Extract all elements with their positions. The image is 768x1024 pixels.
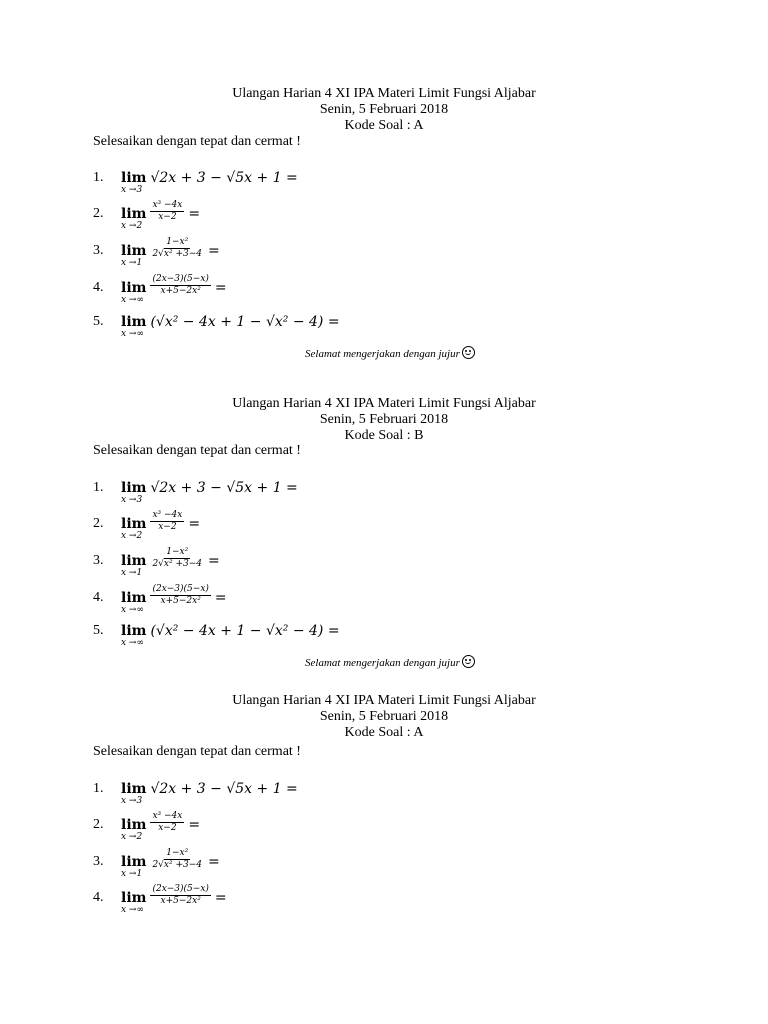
limit-operator: lim x →∞ <box>121 314 147 339</box>
limit-expression: √2x + 3 − √5x + 1 = <box>150 170 298 186</box>
limit-operator: lim x →1 <box>121 854 147 879</box>
instruction: Selesaikan dengan tepat dan cermat ! <box>93 134 301 149</box>
exam-title: Ulangan Harian 4 XI IPA Materi Limit Fungsi Aljabar <box>232 693 536 708</box>
question-number: 1. <box>93 170 104 185</box>
question-number: 1. <box>93 781 104 796</box>
question-math: lim x →1 $\frac{\text{1−x²}}{\text{2√x² +3−4}}$ = <box>121 848 220 879</box>
question-math: lim x →2 $\frac{\text{x³ −4x}}{x-2}$ = <box>121 510 201 541</box>
fraction: $\frac{(2x-3)(5-x)}{\text{x+5−2x²}}$ <box>152 884 209 906</box>
fraction: $\frac{\text{1−x²}}{\text{2√x² +3−4}}$ <box>152 237 202 259</box>
smiley-icon <box>462 655 475 668</box>
question-number: 4. <box>93 280 104 295</box>
question-math <box>121 480 298 505</box>
exam-date: Senin, 5 Februari 2018 <box>319 102 449 117</box>
smiley-icon <box>462 346 475 359</box>
fraction: $\frac{\text{x³ −4x}}{x-2}$ <box>152 200 183 222</box>
question-number: 2. <box>93 817 104 832</box>
question-math <box>121 170 298 195</box>
question-number: 2. <box>93 206 104 221</box>
limit-operator: lim x →∞ <box>121 280 147 305</box>
fraction: $\frac{\text{x³ −4x}}{x-2}$ <box>152 811 183 833</box>
limit-operator: lim x →1 <box>121 553 147 578</box>
exam-code: Kode Soal : B <box>344 428 424 443</box>
limit-operator: lim x →∞ <box>121 590 147 615</box>
exam-title: Ulangan Harian 4 XI IPA Materi Limit Fungsi Aljabar <box>232 396 536 411</box>
exam-code: Kode Soal : A <box>344 725 424 740</box>
closing-message: Selamat mengerjakan dengan jujur <box>305 346 475 361</box>
exam-code: Kode Soal : A <box>344 118 424 133</box>
question-math <box>121 314 340 339</box>
limit-operator: lim x →3 <box>121 170 147 195</box>
question-math: lim x →2 $\frac{\text{x³ −4x}}{x-2}$ = <box>121 811 201 842</box>
limit-operator: lim x →2 <box>121 516 147 541</box>
section-2-header <box>0 396 768 444</box>
fraction: $\frac{(2x-3)(5-x)}{\text{x+5−2x²}}$ <box>152 584 209 606</box>
question-number: 3. <box>93 553 104 568</box>
exam-date: Senin, 5 Februari 2018 <box>319 412 449 427</box>
question-number: 5. <box>93 623 104 638</box>
question-math: lim x →1 $\frac{\text{1−x²}}{\text{2√x² +3−4}}$ = <box>121 237 220 268</box>
question-number: 4. <box>93 890 104 905</box>
question-number: 4. <box>93 590 104 605</box>
fraction: $\frac{\text{x³ −4x}}{x-2}$ <box>152 510 183 532</box>
fraction: $\frac{\text{1−x²}}{\text{2√x² +3−4}}$ <box>152 848 202 870</box>
instruction: Selesaikan dengan tepat dan cermat ! <box>93 443 301 458</box>
question-number: 2. <box>93 516 104 531</box>
limit-expression: √2x + 3 − √5x + 1 = <box>150 480 298 496</box>
question-math: lim x →∞ $\frac{(2x-3)(5-x)}{\text{x+5−2x²}}$ = <box>121 884 227 915</box>
limit-expression: (√x² − 4x + 1 − √x² − 4) = <box>150 623 340 639</box>
fraction: $\frac{\text{1−x²}}{\text{2√x² +3−4}}$ <box>152 547 202 569</box>
limit-operator: lim x →2 <box>121 817 147 842</box>
question-number: 3. <box>93 854 104 869</box>
limit-operator: lim x →∞ <box>121 623 147 648</box>
question-math: lim x →∞ $\frac{(2x-3)(5-x)}{\text{x+5−2x²}}$ = <box>121 274 227 305</box>
question-number: 5. <box>93 314 104 329</box>
exam-date: Senin, 5 Februari 2018 <box>319 709 449 724</box>
question-math: lim x →1 $\frac{\text{1−x²}}{\text{2√x² +3−4}}$ = <box>121 547 220 578</box>
limit-operator: lim x →3 <box>121 480 147 505</box>
closing-message: Selamat mengerjakan dengan jujur <box>305 655 475 670</box>
question-math <box>121 781 298 806</box>
limit-operator: lim x →2 <box>121 206 147 231</box>
limit-operator: lim x →∞ <box>121 890 147 915</box>
section-3-header <box>0 693 768 741</box>
limit-expression: (√x² − 4x + 1 − √x² − 4) = <box>150 314 340 330</box>
question-math <box>121 623 340 648</box>
section-1-header <box>0 86 768 134</box>
question-math: lim x →2 $\frac{\text{x³ −4x}}{x-2}$ = <box>121 200 201 231</box>
question-number: 1. <box>93 480 104 495</box>
fraction: $\frac{(2x-3)(5-x)}{\text{x+5−2x²}}$ <box>152 274 209 296</box>
limit-operator: lim x →3 <box>121 781 147 806</box>
exam-title: Ulangan Harian 4 XI IPA Materi Limit Fungsi Aljabar <box>232 86 536 101</box>
question-number: 3. <box>93 243 104 258</box>
limit-expression: √2x + 3 − √5x + 1 = <box>150 781 298 797</box>
instruction: Selesaikan dengan tepat dan cermat ! <box>93 744 301 759</box>
question-math: lim x →∞ $\frac{(2x-3)(5-x)}{\text{x+5−2x²}}$ = <box>121 584 227 615</box>
limit-operator: lim x →1 <box>121 243 147 268</box>
